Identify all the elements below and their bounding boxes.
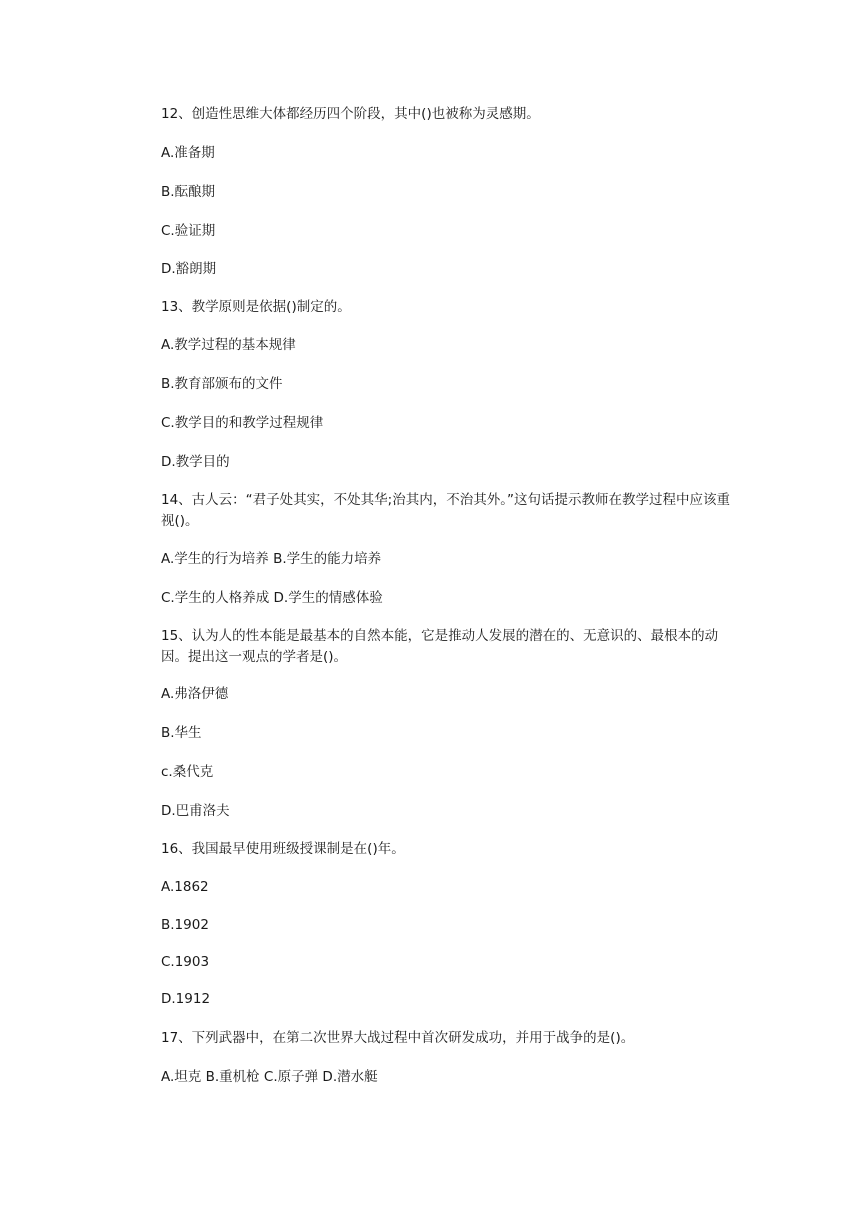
question-15-option-d: D.巴甫洛夫: [161, 803, 230, 819]
question-17-options: A.坦克 B.重机枪 C.原子弹 D.潜水艇: [161, 1069, 378, 1085]
question-15-option-c: c.桑代克: [161, 764, 214, 780]
question-12-stem: 12、创造性思维大体都经历四个阶段，其中()也被称为灵感期。: [161, 106, 540, 122]
question-14-options-line-1: A.学生的行为培养 B.学生的能力培养: [161, 551, 382, 567]
question-16-option-c: C.1903: [161, 954, 210, 970]
question-12-option-c: C.验证期: [161, 223, 216, 239]
question-16-stem: 16、我国最早使用班级授课制是在()年。: [161, 841, 405, 857]
question-13-option-d: D.教学目的: [161, 454, 230, 470]
question-12-option-b: B.酝酿期: [161, 184, 216, 200]
question-15-stem: 15、认为人的性本能是最基本的自然本能，它是推动人发展的潜在的、无意识的、最根本的动因。提出这一观点的学者是()。: [161, 628, 719, 665]
question-13-option-b: B.教育部颁布的文件: [161, 376, 283, 392]
question-13-option-c: C.教学目的和教学过程规律: [161, 415, 324, 431]
question-13-stem: 13、教学原则是依据()制定的。: [161, 299, 351, 315]
question-16-option-d: D.1912: [161, 991, 211, 1007]
question-14-stem: 14、古人云：“君子处其实，不处其华;治其内，不治其外。”这句话提示教师在教学过程中应该重视()。: [161, 492, 730, 529]
question-16-option-a: A.1862: [161, 879, 209, 895]
question-12-option-a: A.准备期: [161, 145, 215, 161]
question-14-options-line-2: C.学生的人格养成 D.学生的情感体验: [161, 590, 383, 606]
question-15-option-b: B.华生: [161, 725, 202, 741]
question-17-stem: 17、下列武器中，在第二次世界大战过程中首次研发成功，并用于战争的是()。: [161, 1030, 635, 1046]
question-16-option-b: B.1902: [161, 917, 209, 933]
question-12-option-d: D.豁朗期: [161, 261, 217, 277]
question-13-option-a: A.教学过程的基本规律: [161, 337, 296, 353]
question-15-option-a: A.弗洛伊德: [161, 686, 229, 702]
